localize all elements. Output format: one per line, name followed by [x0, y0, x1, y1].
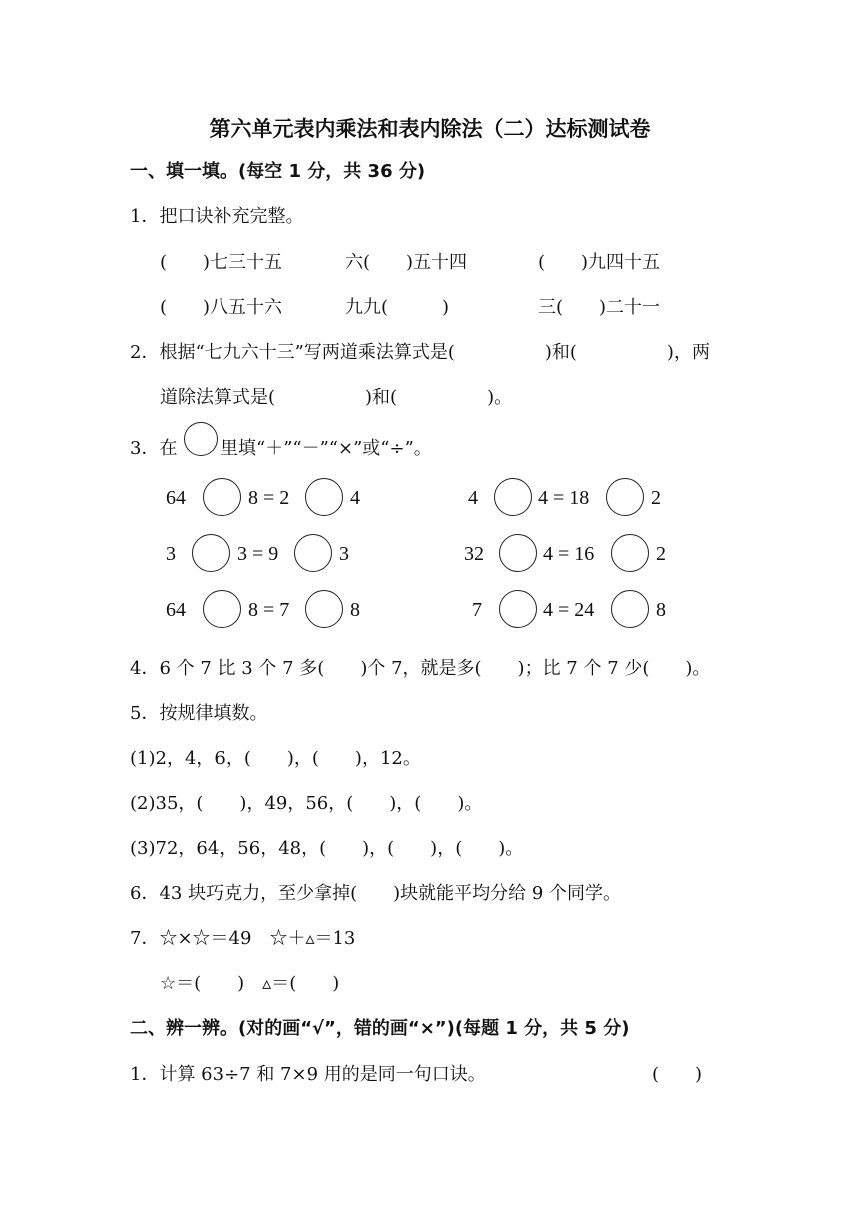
q3-right-r1-a: 4	[468, 487, 478, 509]
q3-right-r2-a: 32	[464, 543, 484, 565]
q7-line1: 7．☆×☆＝49 ☆＋▵＝13	[130, 928, 356, 949]
q7-line2: ☆＝( ) ▵＝( )	[160, 973, 340, 994]
page-title: 第六单元表内乘法和表内除法（二）达标测试卷	[209, 117, 651, 141]
q3-prefix: 3．在	[130, 438, 178, 459]
q3-left-r3-circle1[interactable]	[203, 590, 241, 628]
q3-right-r1-c: 2	[651, 487, 661, 509]
q3-right-r3-a: 7	[472, 599, 482, 621]
q3-right-r3-circle1[interactable]	[499, 590, 537, 628]
q6-text: 6．43 块巧克力，至少拿掉( )块就能平均分给 9 个同学。	[130, 883, 622, 904]
q1-row1-item3: ( )九四十五	[538, 252, 661, 273]
circle-symbol-icon	[184, 422, 218, 456]
q3-left-r3-circle2[interactable]	[305, 590, 343, 628]
q3-left-r2-circle2[interactable]	[294, 534, 332, 572]
q3-suffix: 里填“＋”“－”“×”或“÷”。	[220, 438, 432, 459]
q5-part1: (1)2，4，6，( )，( )，12。	[130, 748, 421, 769]
s2-q1-text: 1．计算 63÷7 和 7×9 用的是同一句口诀。	[130, 1064, 486, 1085]
q3-left-r3-c: 8	[350, 599, 360, 621]
section2-heading: 二、辨一辨。(对的画“√”，错的画“×”)(每题 1 分，共 5 分)	[130, 1018, 630, 1039]
q3-right-r1-circle2[interactable]	[606, 478, 644, 516]
q3-left-r1-circle1[interactable]	[203, 478, 241, 516]
q3-left-r1-a: 64	[166, 487, 186, 509]
q3-left-r1-b: 8 = 2	[248, 487, 290, 509]
q5-part3: (3)72，64，56，48，( )，( )，( )。	[130, 838, 524, 859]
q4-text: 4．6 个 7 比 3 个 7 多( )个 7，就是多( )；比 7 个 7 少( )。	[130, 658, 711, 679]
q3-left-r2-a: 3	[166, 543, 176, 565]
q3-right-r3-b: 4 = 24	[543, 599, 595, 621]
q3-left-r3-b: 8 = 7	[248, 599, 290, 621]
q3-left-r1-circle2[interactable]	[305, 478, 343, 516]
s2-q1-answer-blank[interactable]: ( )	[652, 1064, 703, 1085]
q1-text: 1．把口诀补充完整。	[130, 206, 304, 227]
q5-part2: (2)35，( )，49，56，( )，( )。	[130, 793, 483, 814]
q3-left-r2-circle1[interactable]	[192, 534, 230, 572]
q3-left-r2-b: 3 = 9	[237, 543, 279, 565]
q5-text: 5．按规律填数。	[130, 703, 268, 724]
q3-right-r2-c: 2	[656, 543, 666, 565]
q3-right-r2-b: 4 = 16	[543, 543, 595, 565]
q1-row2-item2: 九九( )	[345, 297, 450, 318]
q3-left-r1-c: 4	[350, 487, 360, 509]
q3-right-r3-c: 8	[656, 599, 666, 621]
q3-right-r2-circle2[interactable]	[611, 534, 649, 572]
q2-line1: 2．根据“七九六十三”写两道乘法算式是( )和( )，两	[130, 342, 710, 363]
q3-left-r3-a: 64	[166, 599, 186, 621]
q3-left-r2-c: 3	[339, 543, 349, 565]
q3-right-r3-circle2[interactable]	[611, 590, 649, 628]
section1-heading: 一、填一填。(每空 1 分，共 36 分)	[130, 161, 426, 182]
q2-line2: 道除法算式是( )和( )。	[160, 387, 513, 408]
q3-right-r2-circle1[interactable]	[499, 534, 537, 572]
q1-row1-item1: ( )七三十五	[160, 252, 283, 273]
q1-row2-item3: 三( )二十一	[538, 297, 661, 318]
q3-right-r1-circle1[interactable]	[494, 478, 532, 516]
q1-row2-item1: ( )八五十六	[160, 297, 283, 318]
q3-right-r1-b: 4 = 18	[538, 487, 590, 509]
q1-row1-item2: 六( )五十四	[345, 252, 468, 273]
